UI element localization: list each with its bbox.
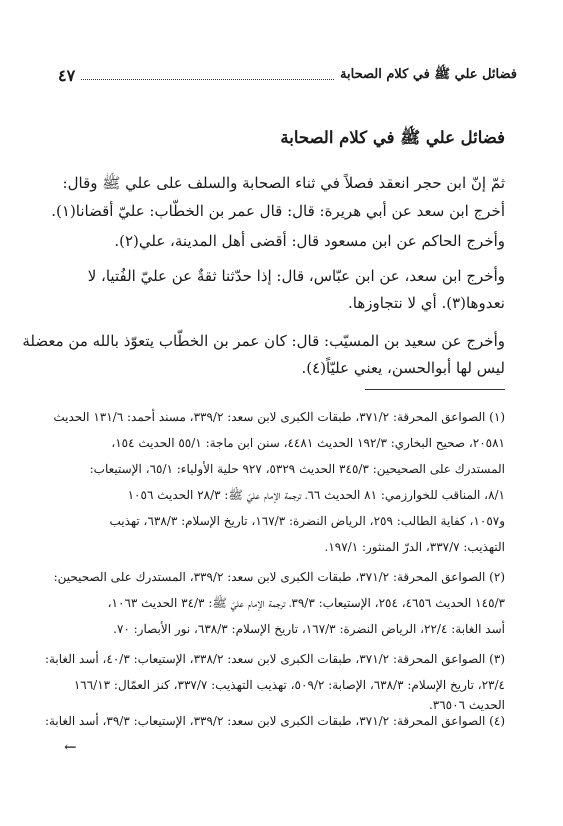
footnote-line: ٨/١، المناقب للخوارزمي: ٨١ الحديث ٦٦، ترجمة الإمام عليّ ﷺ: ٢٨/٣ الحديث ١٠٥٦ [127,488,505,502]
continuation-arrow-icon: ← [64,738,77,756]
body-line: وأخرج ابن سعد، عن ابن عبّاس، قال: إذا حدّثنا ثقةٌ عن عليّ الفُتيا، لا [87,267,505,285]
body-line: نعدوها(٣). أي لا نتجاوزها. [347,294,505,312]
body-line: وأخرج عن سعيد بن المسيّب: قال: كان عمر بن الخطّاب يتعوّذ بالله من معضلة [22,332,505,350]
footnote-separator [365,389,505,390]
footnote-line: ٢٣/٤، تاريخ الإسلام: ٦٣٨/٣، الإصابة: ٥٠٩/٢، تهذيب التهذيب: ٣٣٧/٧، كنز العمّال: ١٦٦/١٣ [73,678,505,692]
footnote-line: المستدرك على الصحيحين: ٣٤٥/٣ الحديث ٥٣٢٩، ٩٢٧ حلية الأولياء: ٦٥/١، الإستيعاب: [89,462,505,476]
footnote-line: (٣) الصواعق المحرقة: ٣٧١/٢، طبقات الكبرى لابن سعد: ٣٣٨/٢، الإستيعاب: ٤٠/٣، أسد الغابة: [44,652,505,666]
section-title: فضائل علي ﷺ في كلام الصحابة [280,128,505,147]
footnote-line: (٤) الصواعق المحرقة: ٣٧١/٢، طبقات الكبرى لابن سعد: ٣٣٩/٢، الإستيعاب: ٣٩/٣، أسد الغابة: [44,714,505,728]
body-line: أخرج ابن سعد عن أبي هريرة: قال: قال عمر بن الخطّاب: عليّ أقضانا(١). [51,202,505,220]
footnote-line: التهذيب: ٣٣٧/٧، الدرّ المنثور: ١٩٧/١. [324,540,505,554]
header-dotted-leader [81,70,334,80]
body-line: وأخرج الحاكم عن ابن مسعود قال: أقضى أهل المدينة، علي(٢). [114,232,505,250]
running-header [58,64,517,86]
footnote-line: (٢) الصواعق المحرقة: ٣٧١/٢، طبقات الكبرى لابن سعد: ٣٣٩/٢، المستدرك على الصحيحين: [53,570,505,584]
footnote-line: و١٠٥٧، كفاية الطالب: ٢٥٩، الرياض النضرة: ١٦٧/٣، تاريخ الإسلام: ٦٣٨/٣، تهذيب [109,514,505,528]
footnote-line: الحديث ٣٦٥٠٦. [428,698,505,712]
footnote-line: (١) الصواعق المحرقة: ٣٧١/٢، طبقات الكبرى لابن سعد: ٣٣٩/٢، مسند أحمد: ١٣١/٦ الحديث [53,410,505,424]
page-number: ٤٧ [58,65,76,85]
footnote-line: ١٤٥/٣ الحديث ٤٦٥٦، ٢٥٤، الإستيعاب: ٣٩/٣، ترجمة الإمام عليّ ﷺ: ٣٤/٣ الحديث ١٠٦٣، [107,596,505,610]
footnote-line: ٢٠٥٨١، صحيح البخاري: ١٩٢/٣ الحديث ٤٤٨١، سنن ابن ماجة: ٥٥/١ الحديث ١٥٤، [111,436,505,450]
footnote-line: أسد الغابة: ٢٢/٤، الرياض النضرة: ١٦٧/٣، تاريخ الإسلام: ٦٣٨/٣، نور الأبصار: ٧٠. [113,622,505,636]
body-line: ليس لها أبوالحسن، يعني عليّاً(٤). [301,359,505,377]
body-line: ثمّ إنّ ابن حجر انعقد فصلاً في ثناء الصحابة والسلف على علي ﷺ وقال: [62,174,505,192]
running-header-title: فضائل علي ﷺ في كلام الصحابة [340,66,517,82]
